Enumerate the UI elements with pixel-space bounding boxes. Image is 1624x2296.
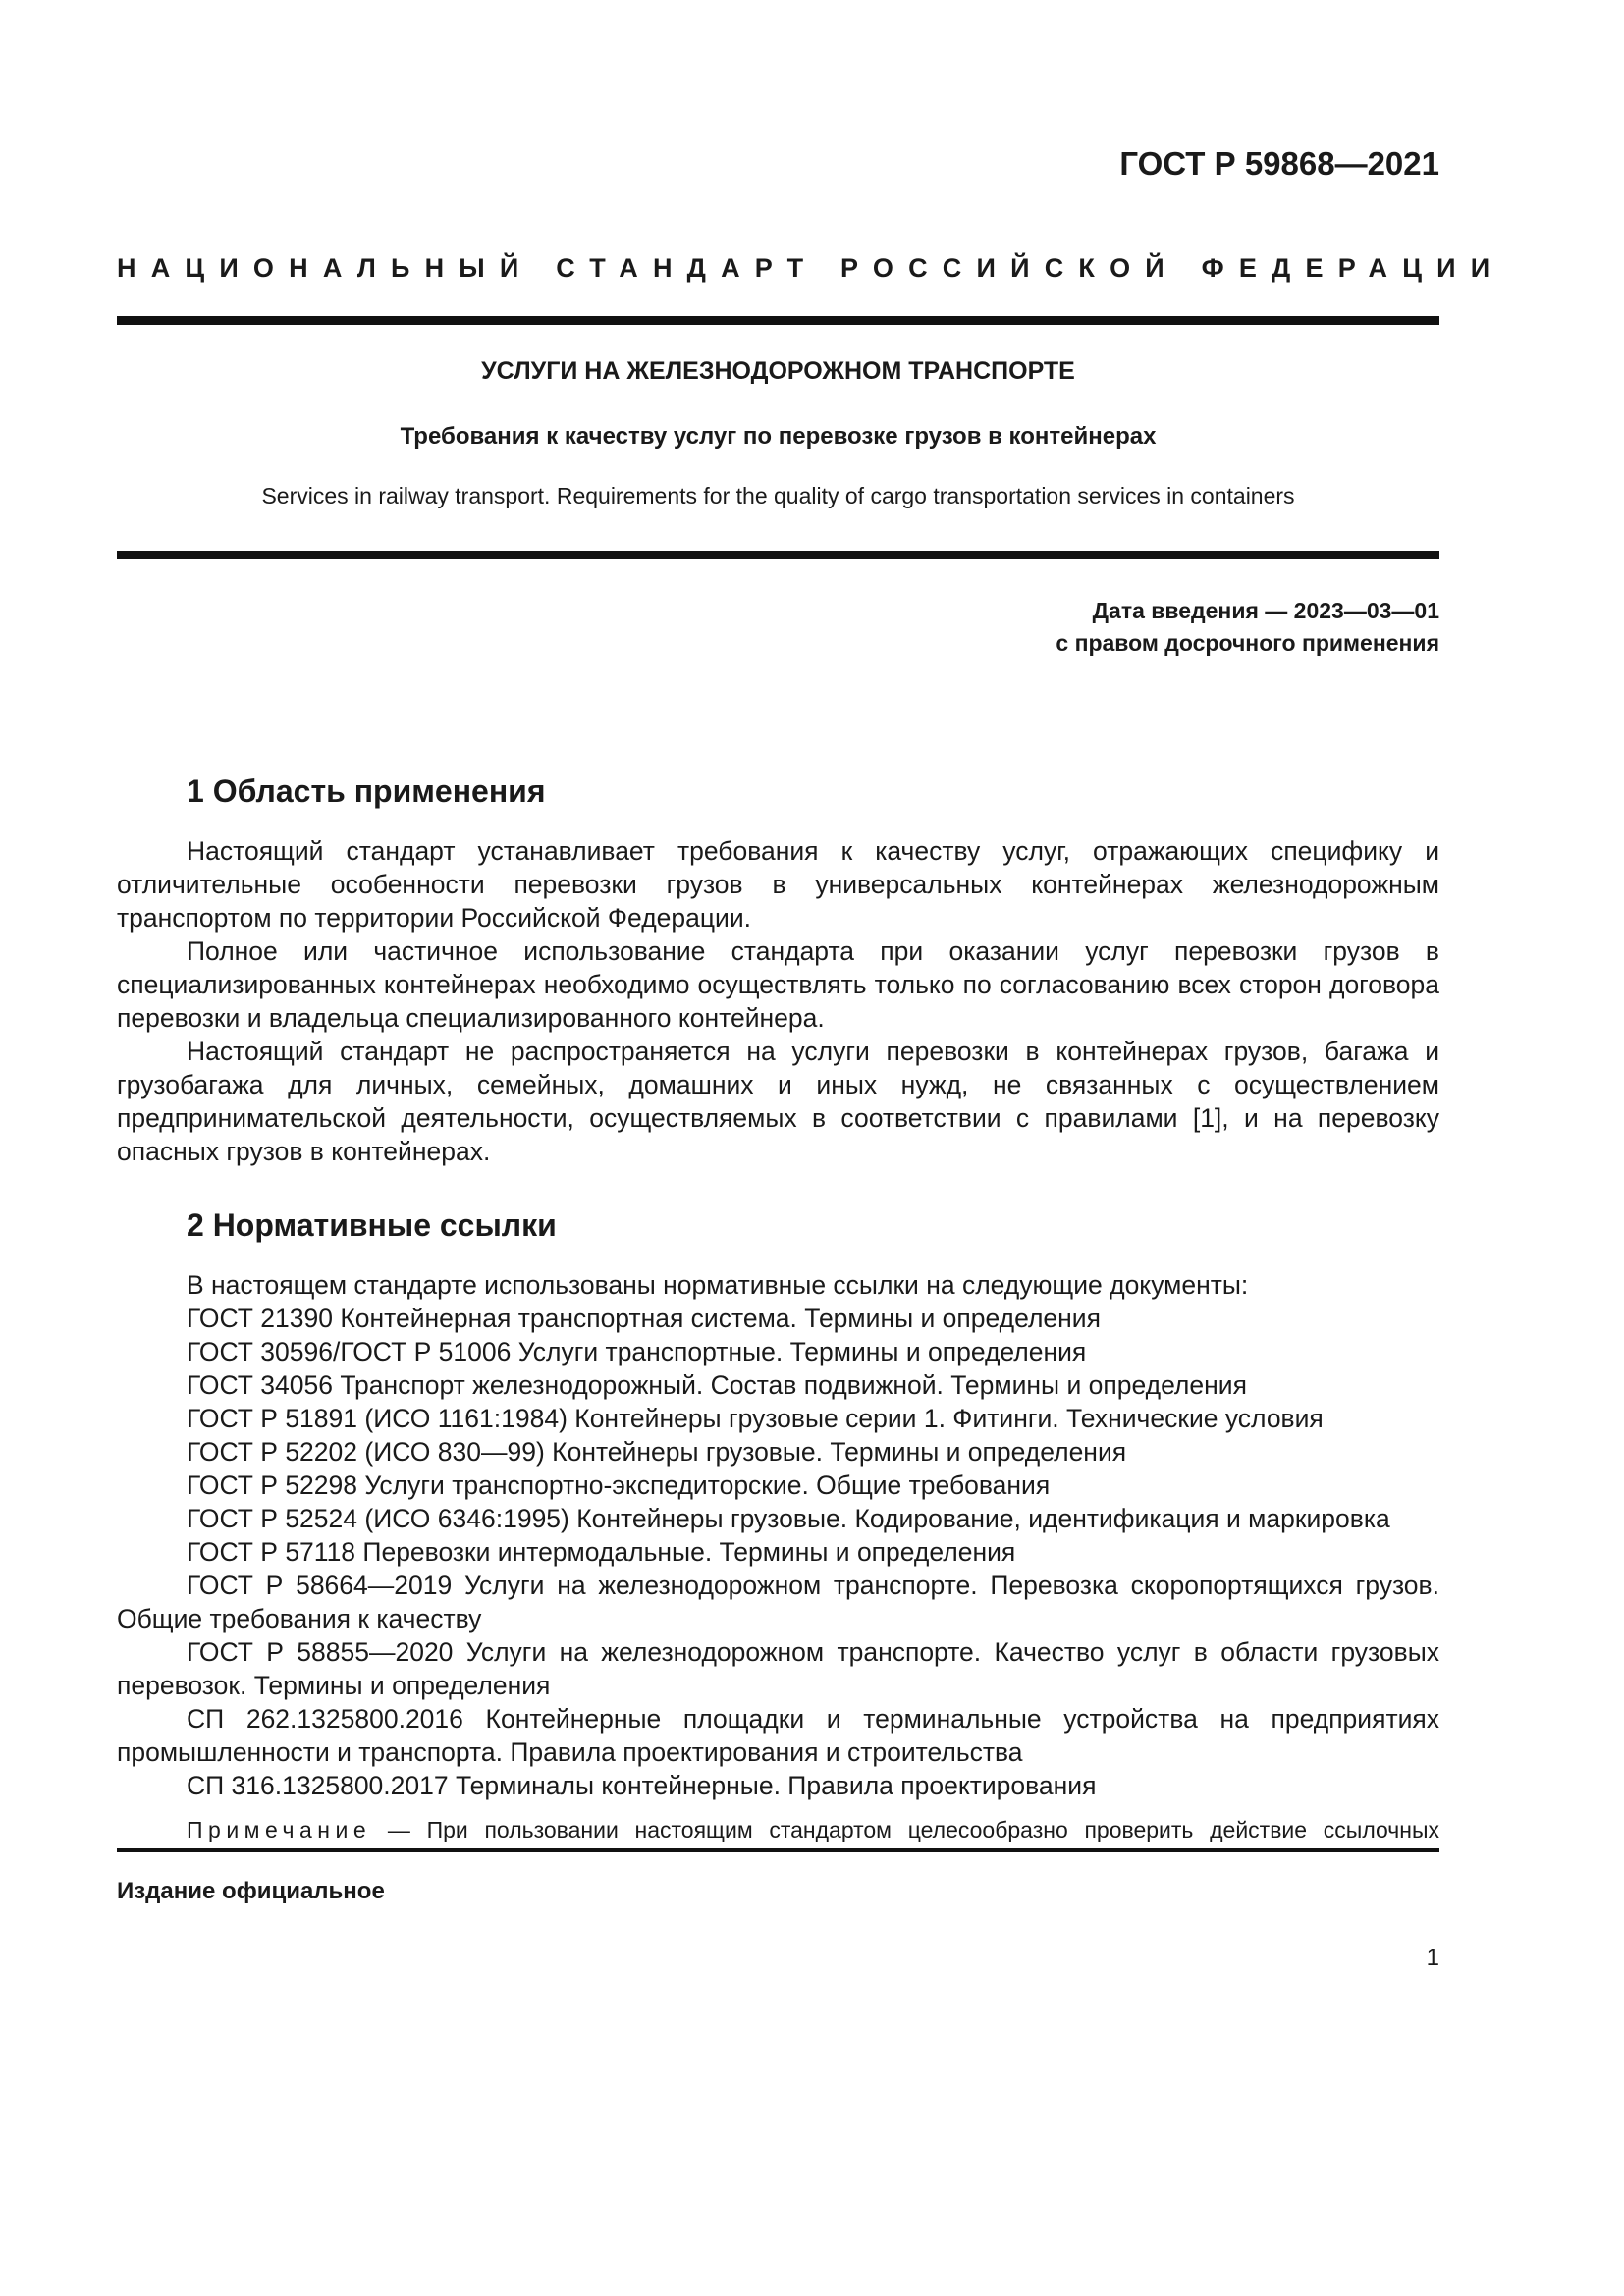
early-application-note: с правом досрочного применения (1056, 630, 1439, 656)
official-edition-label: Издание официальное (117, 1878, 385, 1904)
national-standard-banner: НАЦИОНАЛЬНЫЙ СТАНДАРТ РОССИЙСКОЙ ФЕДЕРАЦИИ (117, 253, 1505, 283)
reference-item: ГОСТ Р 52524 (ИСО 6346:1995) Контейнеры грузовые. Кодирование, идентификация и маркировка (187, 1504, 1390, 1533)
reference-item: СП 262.1325800.2016 Контейнерные площадки и терминальные устройства на предприятиях промышленности и транспорта. Правила проектирования и строительства (117, 1704, 1439, 1767)
reference-item: ГОСТ 30596/ГОСТ Р 51006 Услуги транспортные. Термины и определения (187, 1337, 1087, 1366)
paragraph: Настоящий стандарт не распространяется на услуги перевозки в контейнерах грузов, багажа и грузобагажа для личных, семейных, домашних и иных нужд, не связанных с осуществлением предпринимательской деятельности, осуществляемых в соответствии с правилами [1], и на перевозку опасных грузов в контейнерах. (117, 1037, 1439, 1166)
title-rule (117, 551, 1439, 559)
reference-item: ГОСТ 21390 Контейнерная транспортная система. Термины и определения (187, 1304, 1101, 1333)
document-title: УСЛУГИ НА ЖЕЛЕЗНОДОРОЖНОМ ТРАНСПОРТЕ (481, 357, 1075, 385)
paragraph: Полное или частичное использование стандарта при оказании услуг перевозки грузов в специализированных контейнерах необходимо осуществлять только по согласованию всех сторон договора перевозки и владельца специализированного контейнера. (117, 936, 1439, 1033)
paragraph: Настоящий стандарт устанавливает требования к качеству услуг, отражающих специфику и отличительные особенности перевозки грузов в универсальных контейнерах железнодорожным транспортом по территории Российской Федерации. (117, 836, 1439, 933)
section-1-body (117, 834, 1439, 1168)
footer-rule (117, 1848, 1439, 1852)
reference-item: ГОСТ 34056 Транспорт железнодорожный. Состав подвижной. Термины и определения (187, 1370, 1247, 1400)
references-intro: В настоящем стандарте использованы нормативные ссылки на следующие документы: (187, 1270, 1249, 1300)
document-page (117, 0, 1505, 2296)
document-subtitle: Требования к качеству услуг по перевозке грузов в контейнерах (400, 423, 1157, 450)
english-title: Services in railway transport. Requirements for the quality of cargo transportation services in containers (261, 483, 1295, 508)
section-2-body (117, 1268, 1439, 1802)
reference-item: ГОСТ Р 58855—2020 Услуги на железнодорожном транспорте. Качество услуг в области грузовых перевозок. Термины и определения (117, 1637, 1439, 1700)
introduction-date: Дата введения — 2023—03—01 (1092, 598, 1439, 623)
reference-item: ГОСТ Р 52298 Услуги транспортно-экспедиторские. Общие требования (187, 1470, 1051, 1500)
top-rule (117, 316, 1439, 325)
note-text: — При пользовании настоящим стандартом целесообразно проверить действие ссылочных (387, 1817, 1439, 1842)
document-number: ГОСТ Р 59868—2021 (1119, 145, 1439, 182)
reference-item: ГОСТ Р 52202 (ИСО 830—99) Контейнеры грузовые. Термины и определения (187, 1437, 1127, 1467)
reference-item: ГОСТ Р 51891 (ИСО 1161:1984) Контейнеры грузовые серии 1. Фитинги. Технические условия (187, 1404, 1324, 1433)
introduction-date-block (1056, 595, 1439, 660)
page-number: 1 (1426, 1945, 1439, 1971)
reference-item: ГОСТ Р 57118 Перевозки интермодальные. Термины и определения (187, 1537, 1016, 1567)
section-2-heading: 2 Нормативные ссылки (187, 1207, 557, 1243)
note-label: Примечание (187, 1817, 372, 1842)
reference-item: СП 316.1325800.2017 Терминалы контейнерные. Правила проектирования (187, 1771, 1097, 1800)
reference-item: ГОСТ Р 58664—2019 Услуги на железнодорожном транспорте. Перевозка скоропортящихся грузов. Общие требования к качеству (117, 1571, 1439, 1633)
note-block (117, 1816, 1439, 1844)
section-1-heading: 1 Область применения (187, 774, 546, 809)
